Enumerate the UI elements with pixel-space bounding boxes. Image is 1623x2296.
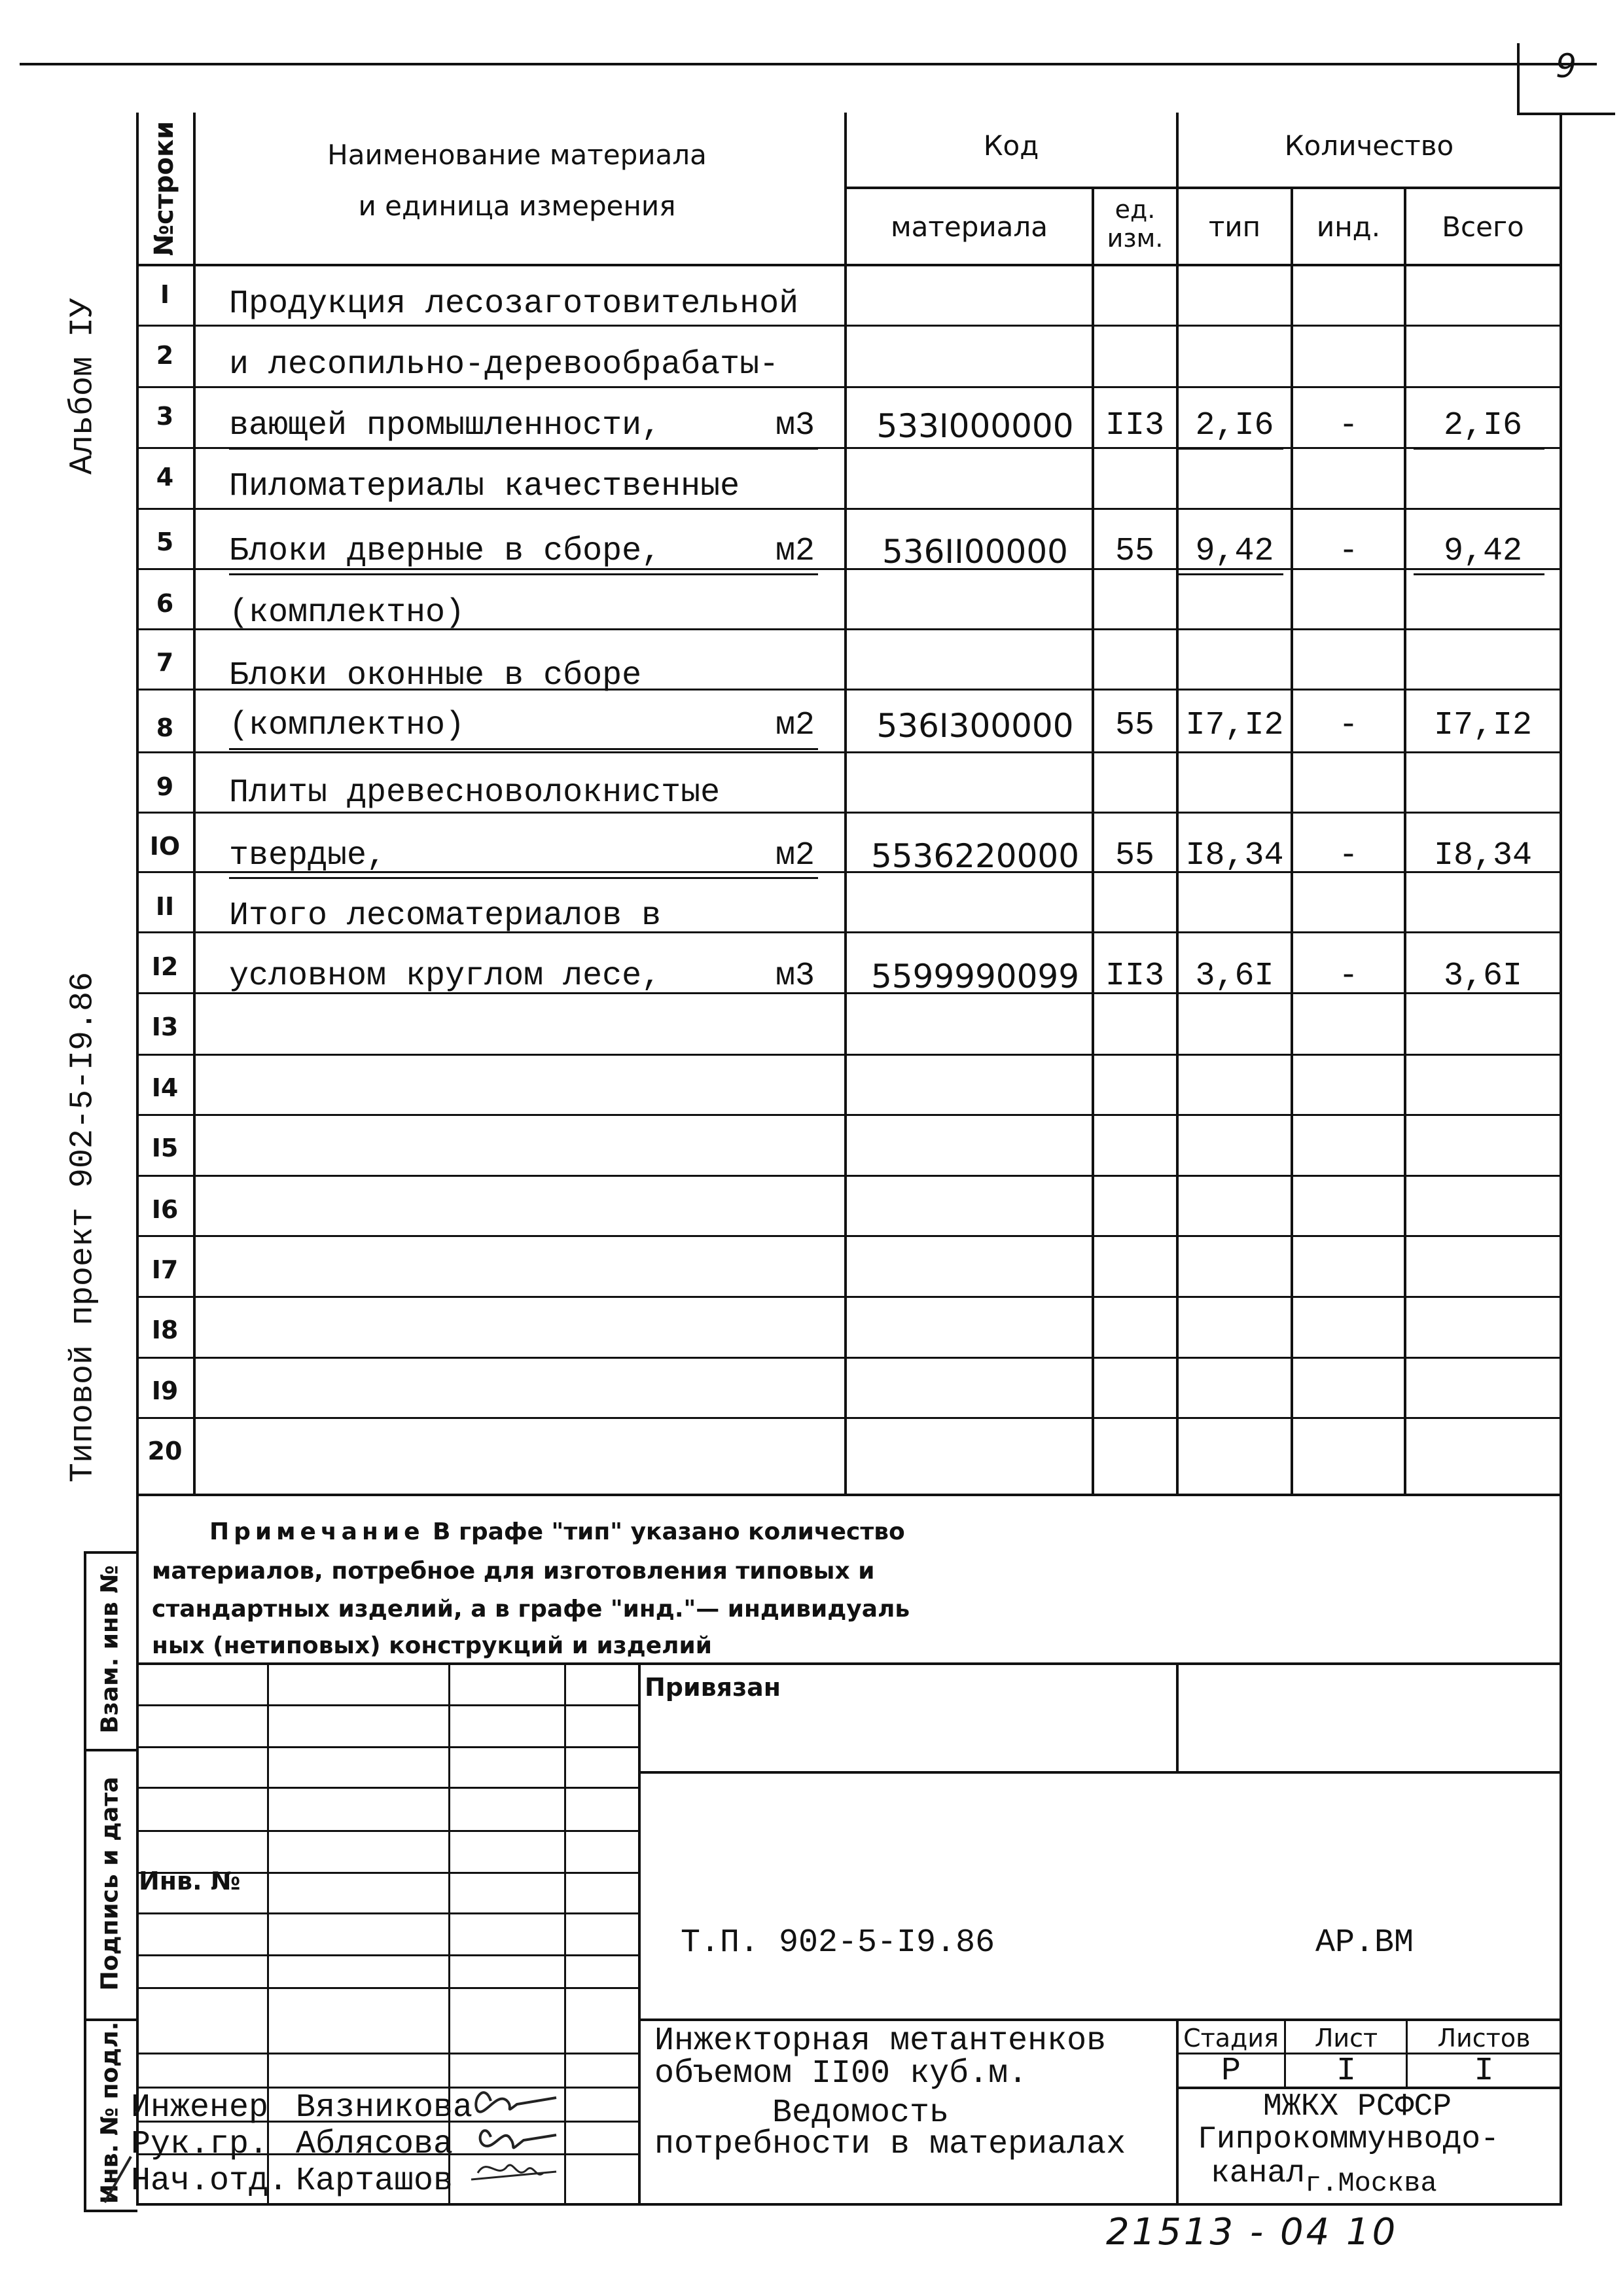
total-header: Всего xyxy=(1442,211,1524,243)
inv-no-label: Инв. № xyxy=(139,1867,241,1895)
titleblock-grid-line xyxy=(136,1704,638,1706)
row-number: II xyxy=(155,892,175,921)
row-material-name: Пиломатериалы качественные xyxy=(229,468,740,505)
margin-stroke xyxy=(98,2153,137,2206)
row-unit-code: II3 xyxy=(1105,407,1164,444)
org-name-tail: канал xyxy=(1211,2156,1306,2191)
signer-role: Рук.гр. xyxy=(131,2126,269,2163)
row-number: I4 xyxy=(151,1073,179,1102)
sheet-label: Лист xyxy=(1314,2024,1378,2053)
org-line1: МЖКХ РСФСР xyxy=(1263,2089,1452,2125)
row-material-name: Плиты древесноволокнистые xyxy=(229,774,721,812)
titleblock-grid-line xyxy=(136,2053,638,2054)
title-line1: Инжекторная метантенков xyxy=(654,2022,1107,2060)
row-material-name: Блоки дверные в сборе, xyxy=(229,533,662,570)
titleblock-bottom xyxy=(136,2203,1562,2206)
row-number: I7 xyxy=(151,1255,179,1284)
quantity-header: Количество xyxy=(1284,130,1454,162)
row-material-name: твердые, xyxy=(229,837,387,874)
underline xyxy=(229,748,818,750)
table-bottom-line xyxy=(136,1494,1562,1496)
sheets-label: Листов xyxy=(1437,2024,1531,2053)
note-line1 xyxy=(209,1518,905,1545)
row-number: I5 xyxy=(151,1134,179,1162)
row-number: I6 xyxy=(151,1195,179,1224)
material-header: материала xyxy=(890,211,1048,243)
titleblock-top xyxy=(136,1662,1562,1665)
row-number: I3 xyxy=(151,1013,179,1041)
titleblock-grid-line xyxy=(136,1912,638,1914)
row-qty-ind: - xyxy=(1338,707,1359,744)
org-city: г.Москва xyxy=(1305,2168,1437,2199)
signer-name: Вязникова xyxy=(296,2089,473,2126)
row-unit-code: 55 xyxy=(1115,533,1154,570)
underline xyxy=(229,573,818,575)
doc-mark: АР.ВМ xyxy=(1315,1924,1414,1962)
row-material-name: вающей промышленности, xyxy=(229,407,662,444)
code-header: Код xyxy=(983,130,1039,162)
signature-marks xyxy=(445,2075,615,2206)
row-number: 8 xyxy=(156,713,174,742)
row-material-name: и лесопильно-деревообрабаты- xyxy=(229,346,779,384)
org-line3 xyxy=(1211,2156,1437,2199)
row-material-name: (комплектно) xyxy=(229,594,465,632)
doc-code-bottom xyxy=(638,2018,1562,2021)
row-line xyxy=(136,508,1562,510)
grid-v4 xyxy=(638,1662,641,2203)
row-number: IO xyxy=(149,832,181,861)
row-qty-typ: 9,42 xyxy=(1195,533,1274,570)
stamp-line xyxy=(84,2018,137,2021)
row-number: I xyxy=(160,280,170,309)
row-line xyxy=(136,812,1562,814)
row-line xyxy=(136,1235,1562,1237)
stage-value: Р xyxy=(1221,2053,1241,2090)
name-header-line1: Наименование материала xyxy=(327,139,707,171)
stamp-line xyxy=(84,1749,137,1751)
archive-number: 21513 - 04 10 xyxy=(1106,2211,1399,2253)
title-line4: потребности в материалах xyxy=(654,2126,1126,2163)
row-unit-code: 55 xyxy=(1115,707,1154,744)
col-name-right xyxy=(844,113,847,1495)
attached-bottom xyxy=(638,1771,1562,1774)
row-number: 4 xyxy=(156,463,174,492)
sheets-value: I xyxy=(1474,2053,1494,2090)
row-number: 5 xyxy=(156,528,174,556)
row-line xyxy=(136,1417,1562,1419)
signer-role: Нач.отд. xyxy=(131,2162,289,2200)
title-line3: Ведомость xyxy=(772,2094,950,2132)
row-material-name: Итого лесоматериалов в xyxy=(229,897,662,935)
row-unit: м2 xyxy=(776,707,815,744)
org-line2: Гипрокоммунводо- xyxy=(1198,2122,1499,2157)
row-qty-ind: - xyxy=(1338,407,1359,444)
header-mid-line xyxy=(844,187,1560,189)
row-qty-total: I7,I2 xyxy=(1433,707,1533,744)
attached-label: Привязан xyxy=(645,1673,781,1702)
row-material-code: 536II00000 xyxy=(882,533,1068,571)
row-number: I9 xyxy=(151,1376,179,1405)
underline xyxy=(1179,573,1283,575)
row-number-header: №строки xyxy=(149,120,179,257)
header-bottom-line xyxy=(136,264,1562,266)
unit-code-header: ед. изм. xyxy=(1107,195,1164,253)
top-frame-line xyxy=(20,63,1597,65)
underline xyxy=(1414,448,1544,450)
row-number: I8 xyxy=(151,1316,179,1344)
underline xyxy=(229,448,818,450)
row-line xyxy=(136,386,1562,388)
titleblock-grid-line xyxy=(136,1987,638,1989)
row-unit: м2 xyxy=(776,533,815,570)
col-rowno-right xyxy=(193,113,196,1495)
row-qty-total: I8,34 xyxy=(1433,837,1533,874)
row-material-name: условном круглом лесе, xyxy=(229,958,662,995)
titleblock-grid-line xyxy=(136,1830,638,1832)
row-material-code: 5599990099 xyxy=(870,958,1080,996)
underline xyxy=(229,877,818,879)
col-unit-right xyxy=(1176,113,1179,1495)
row-qty-total: 9,42 xyxy=(1443,533,1523,570)
row-unit: м3 xyxy=(776,407,815,444)
row-qty-ind: - xyxy=(1338,958,1359,995)
typ-header: тип xyxy=(1208,211,1261,243)
stamp-line xyxy=(84,1551,137,1554)
row-number: I2 xyxy=(151,952,179,981)
row-unit-code: II3 xyxy=(1105,958,1164,995)
note-line3: стандартных изделий, а в графе "инд."— индивидуаль xyxy=(152,1596,910,1623)
row-line xyxy=(136,1296,1562,1298)
row-line xyxy=(136,1357,1562,1359)
row-line xyxy=(136,325,1562,327)
underline xyxy=(1179,448,1283,450)
row-line xyxy=(136,1054,1562,1056)
row-number: 7 xyxy=(156,648,174,677)
row-qty-ind: - xyxy=(1338,837,1359,874)
row-number: 3 xyxy=(156,402,174,431)
signer-role: Инженер xyxy=(131,2089,269,2126)
row-material-name: (комплектно) xyxy=(229,707,465,744)
note-line4: ных (нетиповых) конструкций и изделий xyxy=(152,1632,712,1659)
frame-right xyxy=(1560,113,1562,2205)
row-unit-code: 55 xyxy=(1115,837,1154,874)
note-text1: В графе "тип" указано количество xyxy=(433,1518,905,1545)
row-qty-typ: I8,34 xyxy=(1185,837,1284,874)
row-qty-typ: 2,I6 xyxy=(1195,407,1274,444)
row-line xyxy=(136,1114,1562,1116)
page-number-box-bottom xyxy=(1517,113,1615,115)
stamp-signature-date: Подпись и дата xyxy=(96,1776,124,1991)
album-label: Альбом IУ xyxy=(64,297,102,475)
row-qty-typ: 3,6I xyxy=(1195,958,1274,995)
note-label: Примечание xyxy=(209,1518,425,1545)
sheet-value: I xyxy=(1336,2053,1356,2090)
stamp-original-inv: Инв. № подл. xyxy=(96,2021,124,2204)
name-header-line2: и единица измерения xyxy=(358,190,676,222)
titleblock-grid-line xyxy=(136,1787,638,1789)
row-line xyxy=(136,1175,1562,1177)
row-material-name: Блоки оконные в сборе xyxy=(229,657,642,694)
note-line2: материалов, потребное для изготовления типовых и xyxy=(152,1558,875,1585)
signer-name: Карташов xyxy=(296,2162,454,2200)
row-number: 9 xyxy=(156,772,174,801)
ind-header: инд. xyxy=(1316,211,1381,243)
row-line xyxy=(136,751,1562,753)
titleblock-grid-line xyxy=(136,1954,638,1956)
project-label: Типовой проект 902-5-I9.86 xyxy=(64,971,102,1483)
row-number: 20 xyxy=(147,1437,183,1465)
attached-divider xyxy=(1176,1662,1179,1771)
row-unit: м3 xyxy=(776,958,815,995)
signer-name: Аблясова xyxy=(296,2126,454,2163)
row-qty-ind: - xyxy=(1338,533,1359,570)
row-unit: м2 xyxy=(776,837,815,874)
row-material-code: 5536220000 xyxy=(870,837,1080,875)
underline xyxy=(1414,573,1544,575)
stamp-replace-inv: Взам. инв № xyxy=(96,1565,124,1734)
stamp-line xyxy=(84,2210,137,2212)
stage-label: Стадия xyxy=(1183,2024,1279,2053)
row-qty-total: 3,6I xyxy=(1443,958,1523,995)
row-material-name: Продукция лесозаготовительной xyxy=(229,285,799,323)
title-line2: объемом II00 куб.м. xyxy=(654,2055,1028,2092)
doc-code: Т.П. 902-5-I9.86 xyxy=(681,1924,995,1962)
row-number: 2 xyxy=(156,341,174,370)
titleblock-grid-line xyxy=(136,1746,638,1748)
row-number: 6 xyxy=(156,589,174,618)
row-qty-total: 2,I6 xyxy=(1443,407,1523,444)
row-material-code: 536I300000 xyxy=(876,707,1074,745)
row-qty-typ: I7,I2 xyxy=(1185,707,1284,744)
page-number: 9 xyxy=(1556,47,1577,85)
row-material-code: 533I000000 xyxy=(876,407,1074,445)
stamp-column-left xyxy=(84,1551,86,2212)
